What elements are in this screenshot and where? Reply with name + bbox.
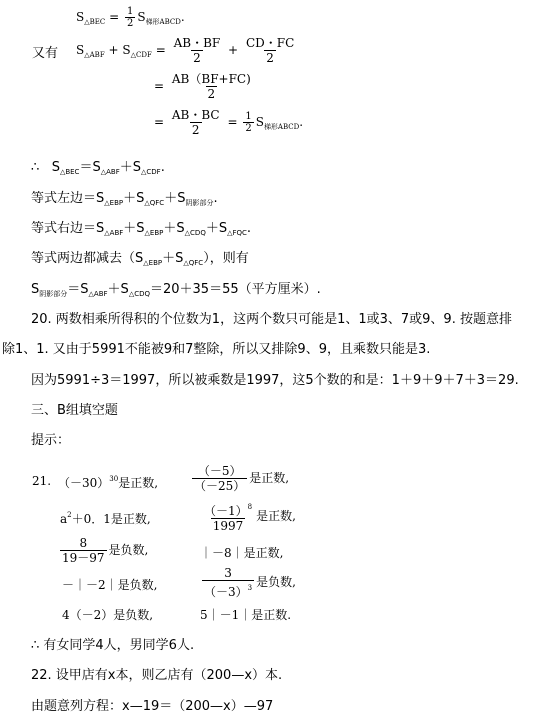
fraction: $\frac{AB(BF+FC)}{2}$ <box>171 72 251 101</box>
q21-r5-left: 4（－2）是负数, <box>62 608 154 622</box>
q21-r1-left: $(-30)^{30}$是正数, <box>58 475 159 490</box>
fraction: $\frac{AB・BF}{2}$ <box>173 36 221 65</box>
q21-r2-right: $\frac{(-1)^8}{1997}$ 是正数, <box>200 500 296 533</box>
question-21-block <box>28 460 318 628</box>
q21-r4-right: $\frac{3}{(-3)^3}$ 是负数, <box>204 566 296 599</box>
therefore-line: ∴ $S_{\triangle BEC}=S_{\triangle ABF}+S_{\triangle CDF}$. <box>31 160 165 176</box>
equation-line-2: $S_{\triangle ABF} + S_{\triangle CDF}$ = $\frac{AB・BF}{2}$ + $\frac{CD・FC}{2}$ <box>76 36 295 65</box>
problem-22-line-2: 由题意列方程：x—19＝（200—x）—97 <box>31 699 274 714</box>
hint-label: 提示： <box>31 433 71 448</box>
fraction: $\frac{3}{(-3)^3}$ <box>204 566 253 599</box>
left-side-line: 等式左边$=S_{\triangle EBP}+S_{\triangle QFC}+S_{阴影部分}$. <box>31 191 218 207</box>
subtract-line: 等式两边都减去$(S_{\triangle EBP}+S_{\triangle QFC})$，则有 <box>31 251 249 267</box>
problem-20-line-1: 20. 两数相乘所得积的个位数为1，这两个数只可能是1、1或3、7或9、9. 按题意排 <box>31 312 512 327</box>
q21-r1-right: $\frac{(-5)}{(-25)}$ 是正数, <box>194 464 290 493</box>
conclusion-line: ∴ 有女同学4人，男同学6人. <box>31 638 195 653</box>
fraction: $\frac{(-1)^8}{1997}$ <box>204 503 253 533</box>
fraction: $\frac{1}{2}$ <box>245 111 252 134</box>
q21-r4-left: －｜－2｜是负数, <box>62 578 158 592</box>
fraction: $\frac{CD・FC}{2}$ <box>245 36 295 65</box>
equation-block <box>28 0 318 148</box>
q21-r2-left: $a^2+0$．1是正数, <box>60 511 151 526</box>
q21-r3-left: $\frac{8}{19-97}$ 是负数, <box>62 536 149 565</box>
question-number: 21. <box>32 474 52 488</box>
fraction: $\frac{AB・BC}{2}$ <box>171 108 220 137</box>
q21-r3-right: ｜－8｜是正数, <box>200 546 284 560</box>
section-heading: 三、B组填空题 <box>31 403 118 418</box>
right-side-line: 等式右边$=S_{\triangle ABF}+S_{\triangle EBP}+S_{\triangle CDQ}+S_{\triangle FQC}$. <box>31 221 252 237</box>
problem-22-line-1: 22. 设甲店有x本，则乙店有（200—x）本. <box>31 668 283 683</box>
fraction: $\frac{1}{2}$ <box>126 6 134 29</box>
fraction: $\frac{(-5)}{(-25)}$ <box>194 464 246 493</box>
problem-20-line-3: 因为5991÷3＝1997，所以被乘数是1997，这5个数的和是：1＋9＋9＋7＋3＝29. <box>31 373 519 388</box>
fraction: $\frac{8}{19-97}$ <box>62 536 105 565</box>
youyou-label: 又有 <box>32 46 59 61</box>
equation-line-3: = $\frac{AB(BF+FC)}{2}$ <box>154 72 251 101</box>
q21-r5-right: 5｜－1｜是正数. <box>200 608 292 622</box>
equation-line-1: $S_{\triangle BEC}$ = $\frac{1}{2}$ $S_{梯形ABCD}$. <box>76 6 185 29</box>
equation-line-4: = $\frac{AB・BC}{2}$ = $\frac{1}{2}$ $S_{梯形ABCD}$. <box>154 108 304 137</box>
shaded-area-line: $S_{阴影部分}=S_{\triangle ABF}+S_{\triangle CDQ}=20+35=55$（平方厘米）. <box>31 282 321 298</box>
problem-20-line-2: 除1、1. 又由于5991不能被9和7整除，所以又排除9、9，且乘数只能是3. <box>2 342 431 357</box>
